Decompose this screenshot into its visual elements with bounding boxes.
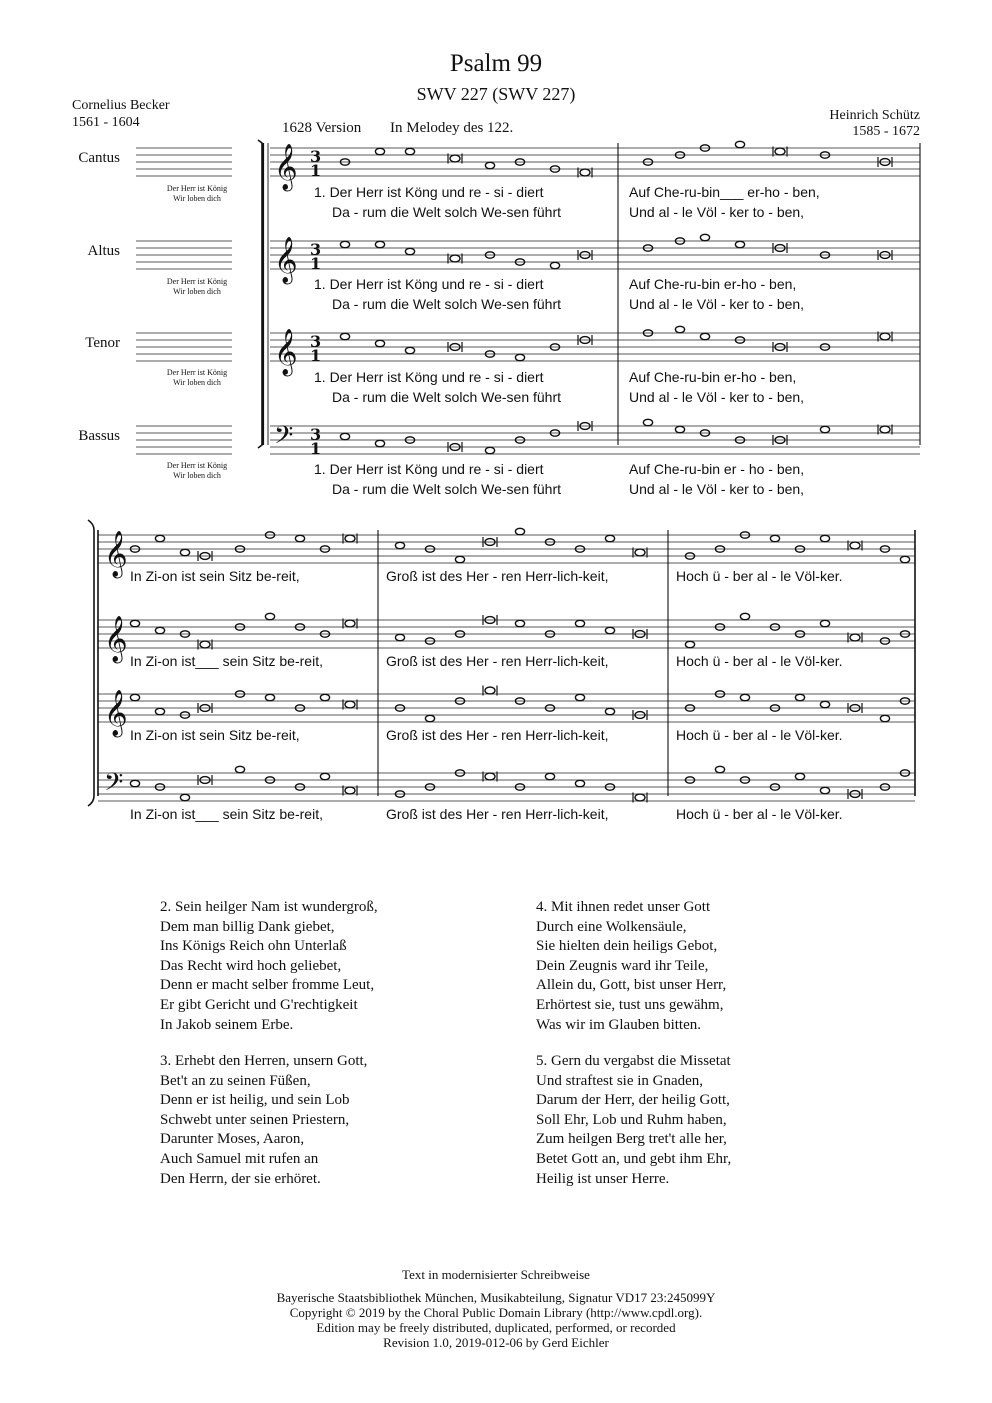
note-head xyxy=(605,627,614,633)
svg-text:3: 3 xyxy=(310,332,322,351)
lyric-tenor-s1-m1-l1: 1. Der Herr ist Köng und re - si - diert xyxy=(314,369,544,385)
note-head xyxy=(740,694,749,700)
note-head xyxy=(820,426,829,432)
incipit-staff-cantus xyxy=(136,148,232,176)
note-head xyxy=(880,715,889,721)
note-head xyxy=(295,535,304,541)
svg-text:3: 3 xyxy=(310,425,322,444)
note-head xyxy=(675,326,684,332)
time-signature xyxy=(310,332,321,365)
lyric-bassus-s2-m3: Hoch ü - ber al - le Völ-ker. xyxy=(676,806,843,822)
svg-text:1: 1 xyxy=(310,254,322,273)
note-head xyxy=(375,241,384,247)
note-head xyxy=(700,234,709,240)
note-head xyxy=(485,447,494,453)
note-head xyxy=(375,440,384,446)
note-head xyxy=(265,694,274,700)
note-head xyxy=(155,708,164,714)
note-head xyxy=(130,694,139,700)
note-head xyxy=(340,333,349,339)
incipit-line-2: Wir loben dich xyxy=(173,378,221,387)
version-label: 1628 Version xyxy=(282,120,362,136)
incipit-line-1: Der Herr ist König xyxy=(166,461,228,470)
lyric-altus-s1-m1-l2: Da - rum die Welt solch We-sen führt xyxy=(332,296,562,312)
lyric-bassus-s2-m2: Groß ist des Her - ren Herr-lich-keit, xyxy=(386,806,609,822)
staff-altus-system1 xyxy=(270,241,920,269)
note-head xyxy=(455,556,464,562)
note-head xyxy=(700,333,709,339)
footer-note: Text in modernisierter Schreibweise xyxy=(402,1267,590,1282)
note-head xyxy=(735,141,744,147)
lyric-cantus-s1-m2-l1: Auf Che-ru-bin___ er-ho - ben, xyxy=(629,184,820,200)
lyric-cantus-s1-m1-l1: 1. Der Herr ist Köng und re - si - diert xyxy=(314,184,544,200)
note-head xyxy=(515,528,524,534)
voice-name-altus: Altus xyxy=(87,243,120,259)
note-head xyxy=(180,549,189,555)
incipit-line-1: Der Herr ist König xyxy=(166,368,228,377)
note-head xyxy=(265,613,274,619)
note-head xyxy=(550,262,559,268)
melody-label: In Melodey des 122. xyxy=(390,120,514,136)
lyric-tenor-s1-m2-l2: Und al - le Völ - ker to - ben, xyxy=(629,389,805,405)
footer-revision: Revision 1.0, 2019-012-06 by Gerd Eichler xyxy=(383,1335,609,1350)
note-head xyxy=(675,426,684,432)
note-head xyxy=(820,787,829,793)
note-head xyxy=(545,773,554,779)
lyric-cantus-s2-m3: Hoch ü - ber al - le Völ-ker. xyxy=(676,568,843,584)
treble-clef-icon: 𝄞 xyxy=(104,690,128,736)
svg-text:1: 1 xyxy=(310,161,322,180)
incipit-staff-altus xyxy=(136,241,232,269)
note-head xyxy=(235,766,244,772)
catalog-number: SWV 227 (SWV 227) xyxy=(416,84,576,104)
lyric-bassus-s1-m2-l1: Auf Che-ru-bin er - ho - ben, xyxy=(629,461,805,477)
note-head xyxy=(375,340,384,346)
note-head xyxy=(405,347,414,353)
staff-tenor-system1 xyxy=(270,333,920,361)
note-head xyxy=(180,794,189,800)
lyric-altus-s1-m2-l1: Auf Che-ru-bin er-ho - ben, xyxy=(629,276,797,292)
note-head xyxy=(515,620,524,626)
lyric-altus-s1-m2-l2: Und al - le Völ - ker to - ben, xyxy=(629,296,805,312)
voice-name-tenor: Tenor xyxy=(85,335,120,351)
note-head xyxy=(395,634,404,640)
lyric-altus-s1-m1-l1: 1. Der Herr ist Köng und re - si - diert xyxy=(314,276,544,292)
voice-name-cantus: Cantus xyxy=(78,150,120,166)
note-head xyxy=(770,535,779,541)
note-head xyxy=(605,708,614,714)
note-head xyxy=(485,162,494,168)
staff-bassus-system2 xyxy=(98,773,915,801)
note-head xyxy=(685,641,694,647)
lyric-altus-s2-m1: In Zi-on ist___ sein Sitz be-reit, xyxy=(130,653,323,669)
note-head xyxy=(715,766,724,772)
lyric-tenor-s2-m2: Groß ist des Her - ren Herr-lich-keit, xyxy=(386,727,609,743)
lyric-altus-s2-m3: Hoch ü - ber al - le Völ-ker. xyxy=(676,653,843,669)
page-title: Psalm 99 xyxy=(449,50,543,77)
note-head xyxy=(155,627,164,633)
lyric-cantus-s2-m2: Groß ist des Her - ren Herr-lich-keit, xyxy=(386,568,609,584)
svg-text:3: 3 xyxy=(310,240,322,259)
verse-5: 5. Gern du vergabst die Missetat Und straftest sie in Gnaden, Darum der Herr, der heilig Gott, Soll Ehr, Lob und Ruhm haben, Zum heilgen Berg tret't alle her, Betet Gott an, und gebt ihm Ehr, Heilig ist unser Herre. xyxy=(536,1053,732,1187)
incipit-line-2: Wir loben dich xyxy=(173,471,221,480)
note-head xyxy=(130,620,139,626)
footer-license: Edition may be freely distributed, duplicated, performed, or recorded xyxy=(316,1320,676,1335)
composer-name: Heinrich Schütz xyxy=(829,108,920,123)
note-head xyxy=(375,148,384,154)
time-signature xyxy=(310,147,321,180)
lyric-cantus-s1-m2-l2: Und al - le Völ - ker to - ben, xyxy=(629,204,805,220)
note-head xyxy=(575,780,584,786)
verse-2: 2. Sein heilger Nam ist wundergroß, Dem man billig Dank giebet, Ins Königs Reich ohn Unterlaß Das Recht wird hoch geliebet, Denn er macht selber fromme Leut, Er gibt Gericht und G'rechtigkeit In Jakob seinem Erbe. xyxy=(160,899,378,1033)
lyric-altus-s2-m2: Groß ist des Her - ren Herr-lich-keit, xyxy=(386,653,609,669)
incipit-staff-tenor xyxy=(136,333,232,361)
note-head xyxy=(425,715,434,721)
treble-clef-icon: 𝄞 xyxy=(274,237,298,283)
staff-cantus-system2 xyxy=(98,535,915,563)
note-head xyxy=(820,701,829,707)
note-head xyxy=(643,419,652,425)
verse-4: 4. Mit ihnen redet unser Gott Durch eine Wolkensäule, Sie hielten dein heiligs Gebot, Dein Zeugnis ward ihr Teile, Allein du, Gott, bist unser Herr, Erhörtest sie, tust uns gewähm, Was wir im Glauben bitten. xyxy=(536,899,727,1033)
note-head xyxy=(605,535,614,541)
note-head xyxy=(320,694,329,700)
note-head xyxy=(735,241,744,247)
incipit-line-1: Der Herr ist König xyxy=(166,184,228,193)
time-signature xyxy=(310,425,321,458)
composer-dates: 1585 - 1672 xyxy=(852,124,920,139)
note-head xyxy=(820,620,829,626)
note-head xyxy=(575,694,584,700)
lyric-bassus-s1-m1-l2: Da - rum die Welt solch We-sen führt xyxy=(332,481,562,497)
lyric-tenor-s2-m3: Hoch ü - ber al - le Völ-ker. xyxy=(676,727,843,743)
lyric-tenor-s1-m2-l1: Auf Che-ru-bin er-ho - ben, xyxy=(629,369,797,385)
staff-altus-system2 xyxy=(98,620,915,648)
treble-clef-icon: 𝄞 xyxy=(274,144,298,190)
footer-copyright: Copyright © 2019 by the Choral Public Domain Library (http://www.cpdl.org). xyxy=(289,1305,703,1320)
treble-clef-icon: 𝄞 xyxy=(104,616,128,662)
poet-name: Cornelius Becker xyxy=(72,98,170,113)
treble-clef-icon: 𝄞 xyxy=(104,531,128,577)
lyric-cantus-s1-m1-l2: Da - rum die Welt solch We-sen führt xyxy=(332,204,562,220)
note-head xyxy=(795,694,804,700)
lyric-cantus-s2-m1: In Zi-on ist sein Sitz be-reit, xyxy=(130,568,300,584)
incipit-line-1: Der Herr ist König xyxy=(166,277,228,286)
time-signature xyxy=(310,240,321,273)
note-head xyxy=(155,535,164,541)
lyric-tenor-s2-m1: In Zi-on ist sein Sitz be-reit, xyxy=(130,727,300,743)
note-head xyxy=(405,248,414,254)
svg-text:3: 3 xyxy=(310,147,322,166)
bass-clef-icon: 𝄢 xyxy=(104,768,124,803)
staff-tenor-system2 xyxy=(98,694,915,722)
note-head xyxy=(130,780,139,786)
note-head xyxy=(575,620,584,626)
note-head xyxy=(820,535,829,541)
note-head xyxy=(795,773,804,779)
treble-clef-icon: 𝄞 xyxy=(274,329,298,375)
note-head xyxy=(740,613,749,619)
bass-clef-icon: 𝄢 xyxy=(274,421,294,456)
lyric-bassus-s2-m1: In Zi-on ist___ sein Sitz be-reit, xyxy=(130,806,323,822)
note-head xyxy=(340,241,349,247)
note-head xyxy=(395,542,404,548)
incipit-staff-bassus xyxy=(136,426,232,454)
note-head xyxy=(515,354,524,360)
lyric-bassus-s1-m2-l2: Und al - le Völ - ker to - ben, xyxy=(629,481,805,497)
footer-source: Bayerische Staatsbibliothek München, Musikabteilung, Signatur VD17 23:245099Y xyxy=(276,1290,716,1305)
note-head xyxy=(900,556,909,562)
incipit-line-2: Wir loben dich xyxy=(173,287,221,296)
voice-name-bassus: Bassus xyxy=(78,428,120,444)
note-head xyxy=(405,148,414,154)
incipit-line-2: Wir loben dich xyxy=(173,194,221,203)
lyric-tenor-s1-m1-l2: Da - rum die Welt solch We-sen führt xyxy=(332,389,562,405)
staff-bassus-system1 xyxy=(270,426,920,454)
verse-3: 3. Erhebt den Herren, unsern Gott, Bet't an zu seinen Füßen, Denn er ist heilig, und sein Lob Schwebt unter seinen Priestern, Darunter Moses, Aaron, Auch Samuel mit rufen an Den Herrn, der sie erhöret. xyxy=(160,1053,368,1187)
lyric-bassus-s1-m1-l1: 1. Der Herr ist Köng und re - si - diert xyxy=(314,461,544,477)
svg-text:1: 1 xyxy=(310,346,322,365)
poet-dates: 1561 - 1604 xyxy=(72,115,140,130)
note-head xyxy=(320,773,329,779)
svg-text:1: 1 xyxy=(310,439,322,458)
note-head xyxy=(340,433,349,439)
